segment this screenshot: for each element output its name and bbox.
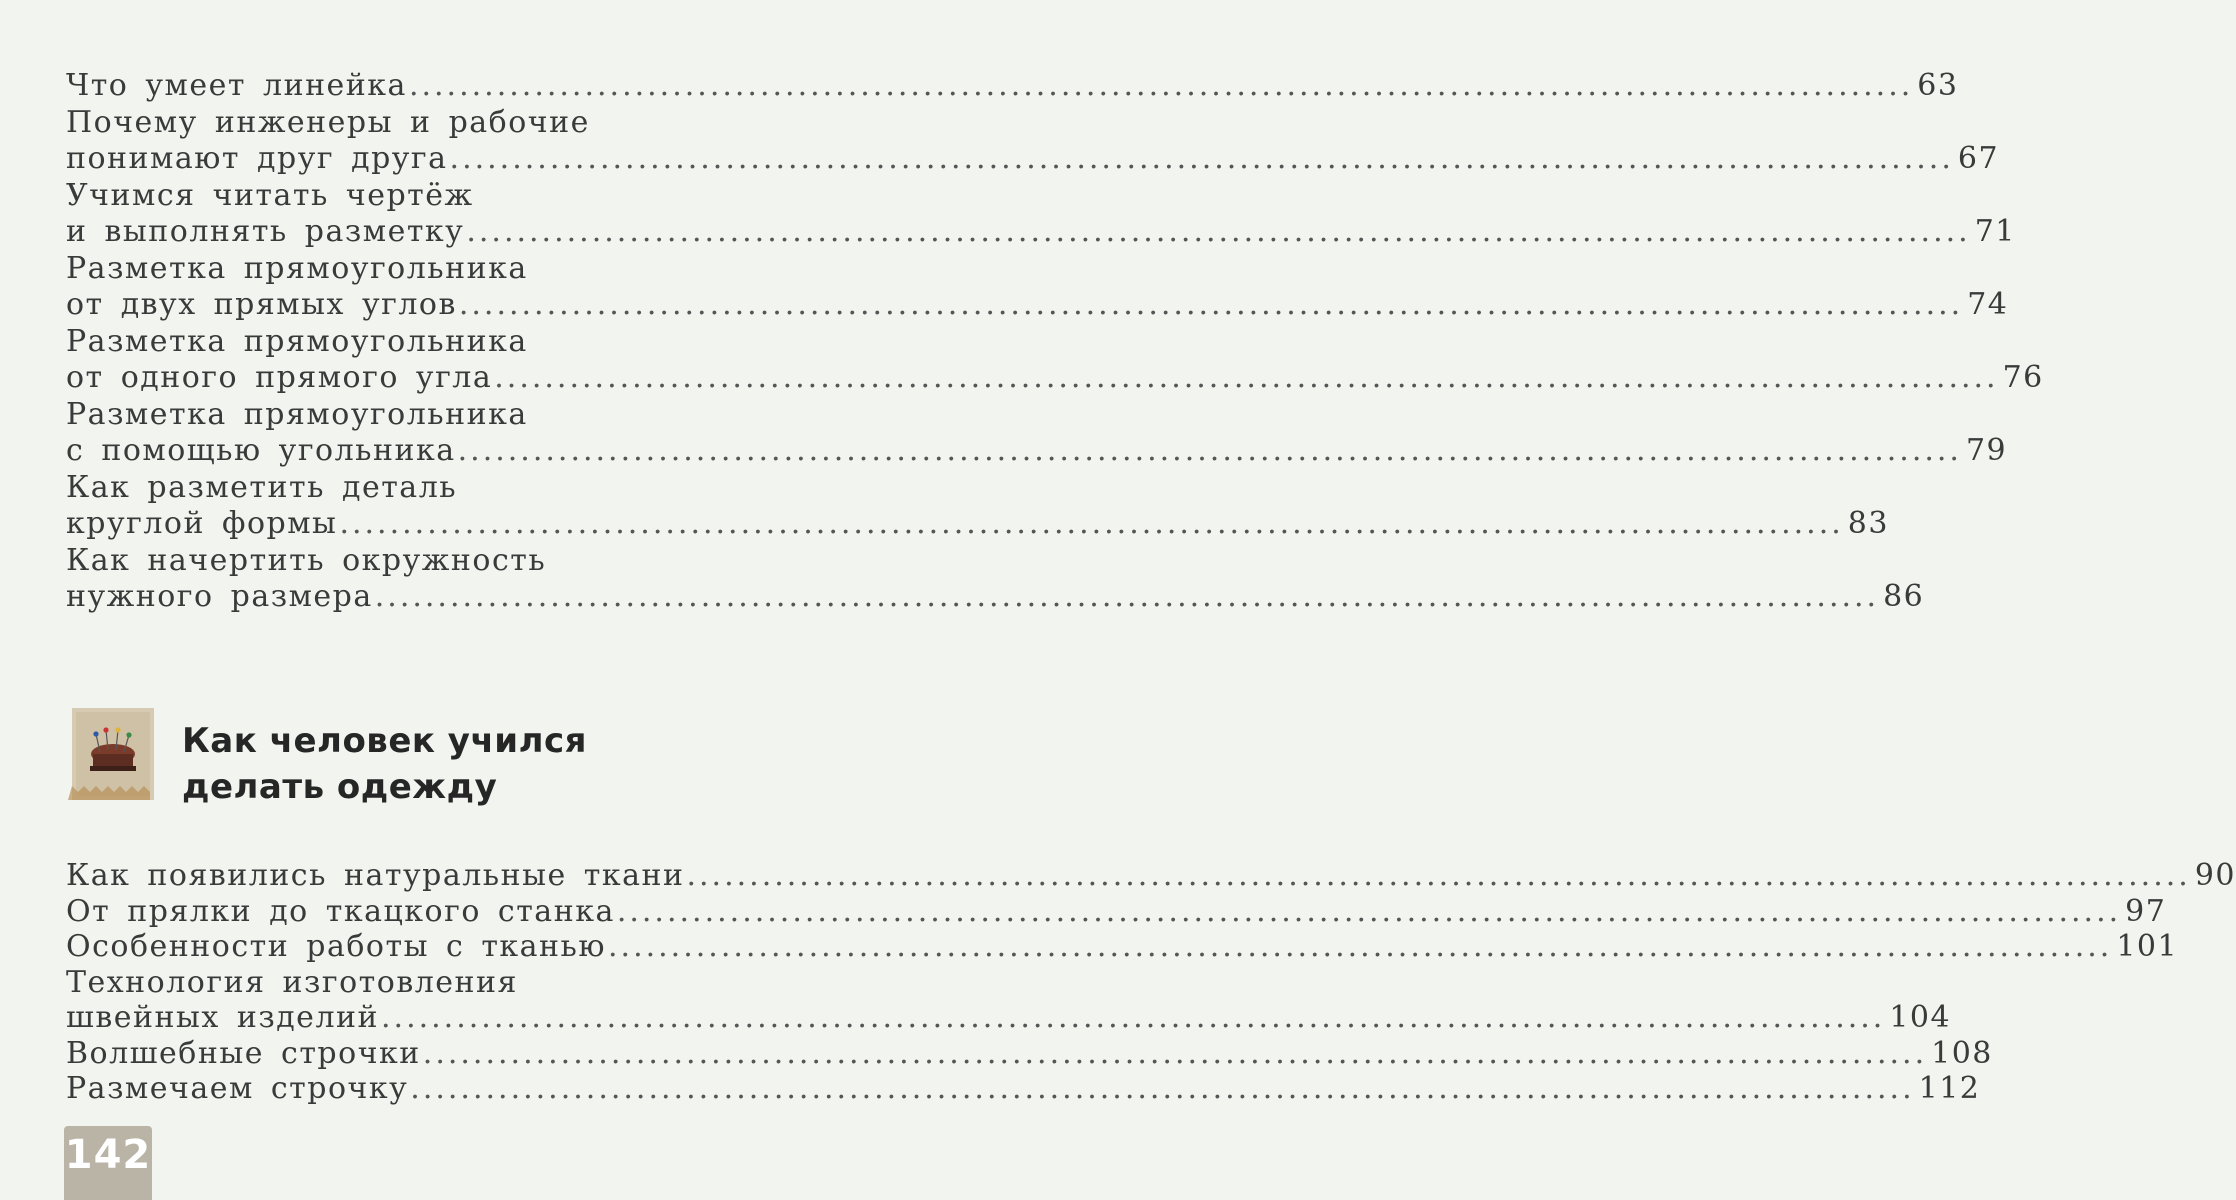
toc-entry-line <box>66 1000 1952 1036</box>
toc-entry-line <box>66 858 2236 894</box>
toc-entry[interactable] <box>66 68 1959 105</box>
toc-entry[interactable] <box>66 893 2167 930</box>
page-number: 142 <box>64 1132 152 1178</box>
toc-entry-line <box>66 287 2009 324</box>
toc-entry[interactable] <box>66 1071 1981 1107</box>
toc-entry-line <box>66 68 1959 105</box>
toc-entry-line <box>66 1035 1993 1072</box>
toc-entry-line <box>66 251 830 288</box>
section-title-line2: делать одежду <box>182 767 498 807</box>
toc-entry-line <box>66 360 2044 397</box>
toc-page-number: 76 <box>2002 360 2044 395</box>
toc-entry-line <box>66 214 2016 251</box>
toc-entry-title: с помощью угольника <box>66 433 456 468</box>
toc-leader-dots: ........................................................................................................................ <box>410 1071 1915 1106</box>
toc-entry-title: Что умеет линейка <box>66 68 407 103</box>
section-title-line1: Как человек учился <box>182 721 588 761</box>
toc-entry-line <box>66 1071 1981 1107</box>
toc-leader-dots: ........................................................................................................................ <box>686 858 2191 893</box>
toc-entry-title: Разметка прямоугольника <box>66 250 528 286</box>
section-title <box>182 718 587 810</box>
toc-entry-title: Почему инженеры и рабочие <box>66 104 590 140</box>
toc-entry-line <box>66 470 830 507</box>
toc-page-number: 83 <box>1847 506 1889 541</box>
toc-entry-title: Учимся читать чертёж <box>66 177 474 213</box>
toc-page-number: 97 <box>2125 893 2167 929</box>
toc-entry-title: от двух прямых углов <box>66 287 457 322</box>
toc-entry[interactable] <box>66 250 2009 324</box>
toc-entry[interactable] <box>66 104 2000 178</box>
toc-entry-line <box>66 965 830 1001</box>
toc-entry-line <box>66 433 2008 470</box>
toc-entry-title: Как появились натуральные ткани <box>66 858 685 893</box>
toc-leader-dots: ........................................................................................................................ <box>466 214 1971 249</box>
toc-entry[interactable] <box>66 858 2236 894</box>
toc-leader-dots: ........................................................................................................................ <box>494 360 1999 395</box>
toc-entry-title: Размечаем строчку <box>66 1071 409 1106</box>
toc-entry-line <box>66 893 2167 930</box>
pincushion-icon <box>72 708 154 800</box>
section-header <box>72 700 832 810</box>
toc-entry-title: и выполнять разметку <box>66 214 465 249</box>
toc-entry-line <box>66 178 830 215</box>
toc-entry-title: Как разметить деталь <box>66 469 458 505</box>
toc-entry-line <box>66 543 830 580</box>
toc-leader-dots: ........................................................................................................................ <box>457 433 1962 468</box>
toc-page-number: 104 <box>1889 1000 1952 1035</box>
toc-entry-title: от одного прямого угла <box>66 360 493 395</box>
toc-entry-line <box>66 506 1889 543</box>
toc-entry-title: От прялки до ткацкого станка <box>66 893 615 929</box>
toc-entry-title: Разметка прямоугольника <box>66 323 528 359</box>
toc-leader-dots: ........................................................................................................................ <box>616 893 2122 929</box>
toc-page-number: 86 <box>1883 579 1925 614</box>
toc-entry-title: Технология изготовления <box>66 964 518 1000</box>
toc-entry[interactable] <box>66 396 2008 470</box>
toc-page-number: 71 <box>1974 214 2016 249</box>
toc-leader-dots: ........................................................................................................................ <box>422 1035 1928 1071</box>
toc-entry-line <box>66 929 2179 965</box>
toc-entry[interactable] <box>66 177 2016 251</box>
toc-page-number: 74 <box>1967 287 2009 322</box>
toc-leader-dots: ........................................................................................................................ <box>374 579 1880 614</box>
toc-leader-dots: ........................................................................................................................ <box>458 287 1964 322</box>
toc-page-number: 90 <box>2194 858 2236 893</box>
toc-entry-title: Особенности работы с тканью <box>66 929 606 964</box>
toc-page-number: 101 <box>2116 929 2179 964</box>
toc-page-number: 108 <box>1931 1035 1993 1071</box>
toc-entry-title: круглой формы <box>66 506 338 541</box>
toc-entry-title: Разметка прямоугольника <box>66 396 528 432</box>
toc-leader-dots: ........................................................................................................................ <box>449 141 1954 176</box>
toc-page-number: 112 <box>1918 1071 1981 1106</box>
toc-entry[interactable] <box>66 323 2044 397</box>
toc-entry-line <box>66 579 1925 616</box>
toc-entry[interactable] <box>66 964 1952 1036</box>
toc-entry-title: понимают друг друга <box>66 141 448 176</box>
toc-leader-dots: ........................................................................................................................ <box>339 506 1844 541</box>
toc-leader-dots: ........................................................................................................................ <box>608 929 2113 964</box>
toc-entry-line <box>66 397 830 434</box>
toc-entry-line <box>66 324 830 361</box>
toc-entry-title: Как начертить окружность <box>66 542 547 578</box>
toc-entry-title: Волшебные строчки <box>66 1035 421 1071</box>
toc-entry-line <box>66 105 830 142</box>
toc-entry-line <box>66 141 2000 178</box>
toc-entry-title: нужного размера <box>66 579 373 614</box>
toc-page-number: 63 <box>1917 68 1959 103</box>
toc-leader-dots: ........................................................................................................................ <box>408 68 1914 103</box>
toc-entry[interactable] <box>66 542 1925 616</box>
page-number-tab <box>64 1126 152 1200</box>
toc-entry[interactable] <box>66 469 1889 543</box>
toc-top <box>66 68 2044 616</box>
toc-page-number: 67 <box>1957 141 2000 176</box>
toc-entry-title: швейных изделий <box>66 1000 379 1035</box>
toc-page-number: 79 <box>1965 433 2008 468</box>
toc-entry[interactable] <box>66 1035 1993 1072</box>
toc-leader-dots: ........................................................................................................................ <box>381 1000 1886 1035</box>
toc-entry[interactable] <box>66 929 2179 965</box>
toc-bottom <box>66 858 2236 1107</box>
